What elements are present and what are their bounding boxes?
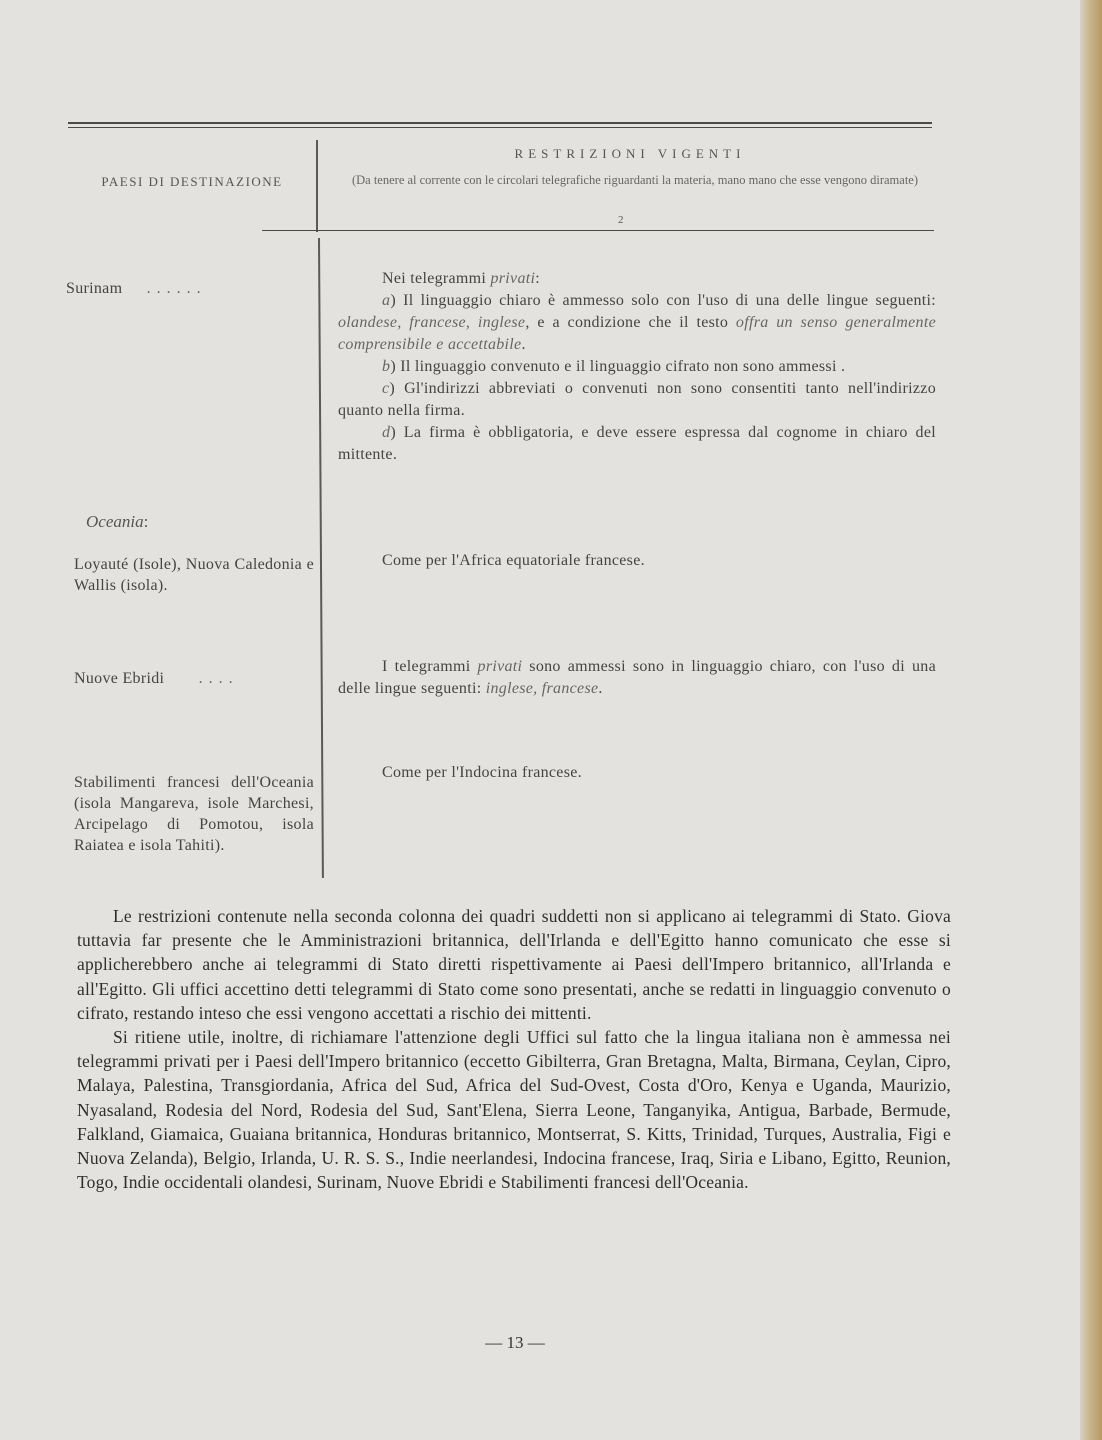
top-rule-thick [68,122,932,124]
item-label-a: a [382,292,391,309]
ebridi-languages: inglese, francese [485,680,599,697]
intro-colon: : [535,270,540,287]
country-name: Nuove Ebridi [74,670,165,687]
body-paragraph-2: Si ritiene utile, inoltre, di richiamare l'attenzione degli Uffici sul fatto che la lingua italiana non è ammessa nei telegrammi privati per i Paesi dell'Impero britannico (eccetto Gibilterra, Gran Bretagna, Malta, Birmana, Ceylan, Cipro, Malaya, Palestina, Transgiordania, Africa del Sud, Africa del Sud-Ovest, Costa d'Oro, Kenya e Uganda, Maurizio, Nyasaland, Rodesia del Nord, Rodesia del Sud, Sant'Elena, Sierra Leone, Tanganyika, Antigua, Barbade, Bermude, Falkland, Giamaica, Guaiana britannica, Honduras britannico, Montserrat, S. Kitts, Trinidad, Turques, Australia, Figi e Nuova Zelanda), Belgio, Irlanda, U. R. S. S., Indie neerlandesi, Indocina francese, Iraq, Siria e Libano, Egitto, Reunion, Togo, Indie occidentali olandesi, Surinam, Nuove Ebridi e Stabilimenti francesi dell'Oceania. [77,1027,951,1193]
item-label-c: c [382,380,390,397]
intro-text: Nei telegrammi [382,270,487,287]
restriction-item-d: d) La firma è obbligatoria, e deve essere espressa dal cognome in chiaro del mittente. [338,424,936,463]
page-number: — 13 — [485,1333,545,1352]
top-rule-thin [68,127,932,128]
restriction-surinam [338,268,936,466]
restriction-nuove-ebridi [338,656,936,700]
restriction-loyaute [338,550,936,572]
body-text [77,904,951,1194]
item-a-text2: , e a condizione che il testo [525,314,729,331]
item-c-text: Gl'indirizzi abbreviati o convenuti non sono consentiti tanto nell'indirizzo quanto nella firma. [338,380,936,419]
restriction-item-c: c) Gl'indirizzi abbreviati o convenuti non sono consentiti tanto nell'indirizzo quanto nella firma. [338,380,936,419]
region-label: Oceania [86,512,144,531]
restriction-loyaute-text: Come per l'Africa equatoriale francese. [382,552,645,569]
restriction-item-a: a) Il linguaggio chiaro è ammesso solo con l'uso di una delle lingue seguenti: olandese, francese, inglese, e a condizione che il testo offra un senso generalmente comprensibile e accettabile. [338,292,937,353]
country-stabilimenti-francesi: Stabilimenti francesi dell'Oceania (isola Mangareva, isole Marchesi, Arcipelago di Pomotou, isola Raiatea e isola Tahiti). [74,774,314,854]
item-d-text: La firma è obbligatoria, e deve essere espressa dal cognome in chiaro del mittente. [338,424,936,463]
header-subtitle: (Da tenere al corrente con le circolari telegrafiche riguardanti la materia, mano mano che esse vengono diramate) [351,173,919,187]
item-label-d: d [382,424,391,441]
body-paragraph-1: Le restrizioni contenute nella seconda colonna dei quadri suddetti non si applicano ai telegrammi di Stato. Giova tuttavia far presente che le Amministrazioni britannica, dell'Irlanda e dell'Egitto hanno comunicato che esse si applicherebbero anche ai telegrammi di Stato diretti rispettivamente ai Paesi dell'Impero britannico, all'Irlanda e all'Egitto. Gli uffici accettino detti telegrammi di Stato come sono presentati, anche se redatti in linguaggio convenuto o cifrato, restando inteso che essi vengono accettati a rischio dei mittenti. [77,906,951,1023]
header-restrictions-title: RESTRIZIONI VIGENTI [514,146,746,161]
leader-dots: ...... [146,280,207,297]
page-edge [1080,0,1102,1440]
item-a-condition: offra un senso generalmente comprensibile e accettabile [338,314,936,353]
restriction-item-b: b) Il linguaggio convenuto e il linguaggio cifrato non sono ammessi . [382,358,846,375]
ebridi-text1: I telegrammi [382,658,471,675]
header-column-number: 2 [618,214,624,226]
country-surinam [66,278,207,299]
item-b-text: Il linguaggio convenuto e il linguaggio cifrato non sono ammessi . [400,358,846,375]
restriction-stabilimenti [338,762,936,784]
header-column-divider [316,140,318,232]
ebridi-end: . [598,680,603,697]
item-a-text: Il linguaggio chiaro è ammesso solo con l'uso di una delle lingue seguenti: [403,292,937,309]
main-column-divider [318,238,323,878]
header-bottom-rule [262,230,934,231]
restriction-stabilimenti-text: Come per l'Indocina francese. [382,764,582,781]
country-name: Surinam [66,280,123,297]
header-destination-label: PAESI DI DESTINAZIONE [101,174,283,189]
region-oceania [86,512,148,532]
ebridi-text2: sono ammessi sono in linguaggio chiaro, con l'uso di una delle lingue seguenti: [338,658,936,697]
ebridi-privati: privati [477,658,523,675]
item-a-languages: olandese, francese, inglese [338,314,526,331]
restriction-ebridi-text [338,656,936,700]
country-loyaute: Loyauté (Isole), Nuova Caledonia e Wallis (isola). [74,556,314,594]
item-a-end: . [521,336,526,353]
country-nuove-ebridi [74,668,239,689]
intro-privati: privati [490,270,536,287]
region-colon: : [143,512,149,531]
leader-dots: .... [198,670,239,687]
restriction-intro [338,268,936,290]
item-label-b: b [382,358,391,375]
